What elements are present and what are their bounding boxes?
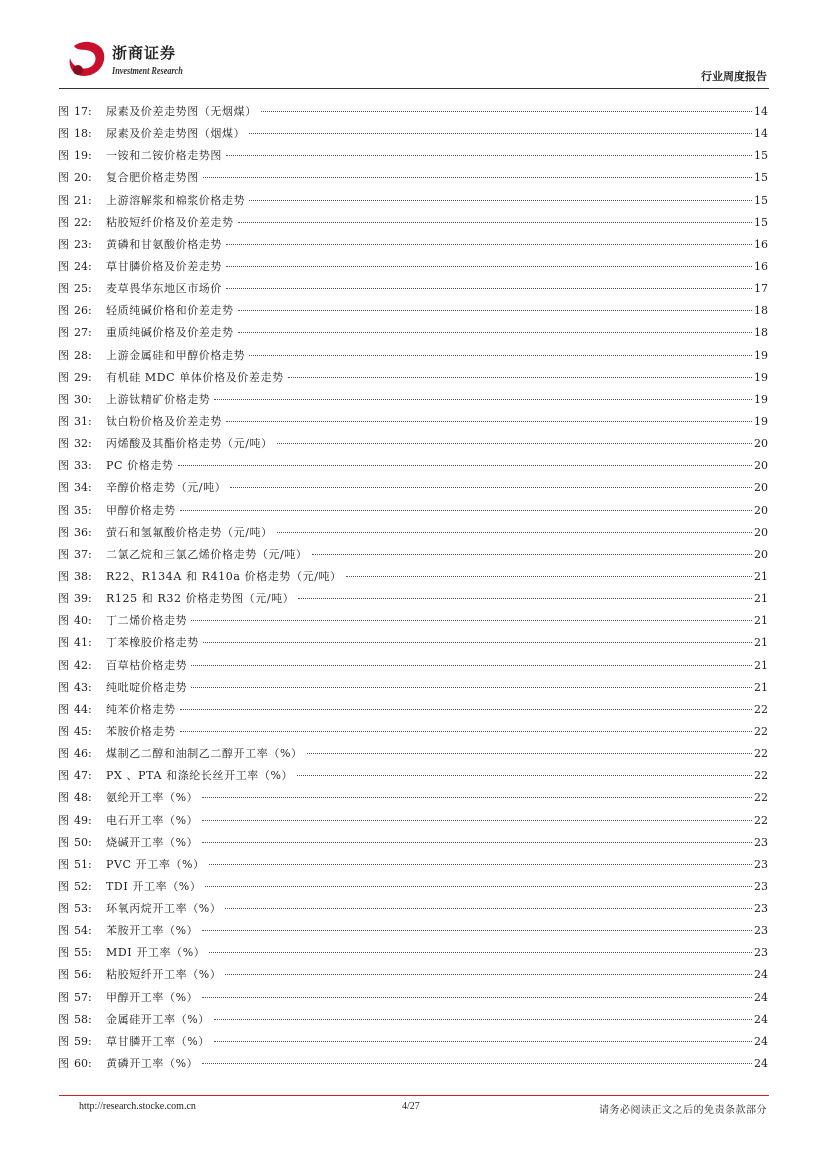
figure-title: 上游钛精矿价格走势: [106, 392, 211, 406]
toc-entry[interactable]: [58, 123, 768, 145]
figure-title: 电石开工率（%）: [106, 813, 199, 827]
figure-prefix: 图: [58, 1034, 69, 1048]
dot-leader: [238, 310, 752, 311]
dot-leader: [214, 1019, 752, 1020]
figure-prefix: 图: [58, 437, 69, 451]
figure-title: 纯苯价格走势: [106, 702, 176, 716]
figure-prefix: 图: [58, 304, 69, 318]
figure-number: 60:: [74, 1057, 92, 1071]
figure-title: 纯吡啶价格走势: [106, 680, 188, 694]
figure-title: 麦草畏华东地区市场价: [106, 282, 222, 296]
toc-entry[interactable]: [58, 810, 768, 832]
figure-number: 20:: [74, 171, 92, 185]
dot-leader: [214, 399, 752, 400]
figure-page-number: 20: [754, 437, 768, 451]
figure-title: 复合肥价格走势图: [106, 171, 199, 185]
figure-prefix: 图: [58, 171, 69, 185]
toc-entry[interactable]: [58, 743, 768, 765]
figure-title: 有机硅 MDC 单体价格及价差走势: [106, 370, 284, 384]
figure-title: 金属硅开工率（%）: [106, 1012, 210, 1026]
toc-entry[interactable]: [58, 765, 768, 787]
dot-leader: [297, 775, 752, 776]
figure-title: R22、R134A 和 R410a 价格走势（元/吨）: [106, 569, 342, 583]
figure-prefix: 图: [58, 282, 69, 296]
figure-prefix: 图: [58, 747, 69, 761]
dot-leader: [226, 155, 752, 156]
figure-prefix: 图: [58, 968, 69, 982]
figure-number: 22:: [74, 215, 92, 229]
toc-entry[interactable]: [58, 322, 768, 344]
toc-entry[interactable]: [58, 964, 768, 986]
figure-prefix: 图: [58, 1012, 69, 1026]
figure-number: 39:: [74, 592, 92, 606]
figure-prefix: 图: [58, 702, 69, 716]
figure-page-number: 16: [754, 259, 768, 273]
dot-leader: [214, 1041, 752, 1042]
figure-number: 29:: [74, 370, 92, 384]
figure-page-number: 19: [754, 392, 768, 406]
figure-page-number: 23: [754, 879, 768, 893]
footer-url: http://research.stocke.com.cn: [79, 1101, 196, 1112]
figure-title: TDI 开工率（%）: [106, 879, 202, 893]
figure-prefix: 图: [58, 503, 69, 517]
figure-prefix: 图: [58, 326, 69, 340]
dot-leader: [226, 244, 752, 245]
company-name-cn: 浙商证券: [112, 44, 177, 62]
figure-prefix: 图: [58, 592, 69, 606]
company-name-en: Investment Research: [112, 66, 183, 77]
figure-title: MDI 开工率（%）: [106, 946, 206, 960]
figure-page-number: 16: [754, 237, 768, 251]
figure-page-number: 14: [754, 127, 768, 141]
dot-leader: [180, 709, 752, 710]
toc-entry[interactable]: [58, 544, 768, 566]
figure-number: 23:: [74, 237, 92, 251]
figure-number: 25:: [74, 282, 92, 296]
dot-leader: [226, 288, 752, 289]
figure-page-number: 24: [754, 1034, 768, 1048]
figure-page-number: 21: [754, 636, 768, 650]
figure-prefix: 图: [58, 1057, 69, 1071]
dot-leader: [202, 997, 752, 998]
toc-entry[interactable]: [58, 522, 768, 544]
figure-page-number: 24: [754, 1012, 768, 1026]
figure-prefix: 图: [58, 857, 69, 871]
figure-number: 17:: [74, 105, 92, 118]
toc-entry[interactable]: [58, 345, 768, 367]
figure-number: 30:: [74, 392, 92, 406]
figure-title: 环氧丙烷开工率（%）: [106, 902, 222, 916]
dot-leader: [202, 797, 752, 798]
figure-title: PVC 开工率（%）: [106, 857, 205, 871]
figure-prefix: 图: [58, 990, 69, 1004]
figure-page-number: 22: [754, 702, 768, 716]
figure-title: R125 和 R32 价格走势图（元/吨）: [106, 592, 295, 606]
toc-entry[interactable]: [58, 832, 768, 854]
figure-prefix: 图: [58, 769, 69, 783]
toc-entry[interactable]: [58, 566, 768, 588]
page-header: [0, 0, 827, 92]
figure-number: 21:: [74, 193, 92, 207]
figure-title: PC 价格走势: [106, 459, 174, 473]
figure-prefix: 图: [58, 879, 69, 893]
dot-leader: [178, 465, 752, 466]
figure-title: 黄磷开工率（%）: [106, 1057, 199, 1071]
figure-page-number: 23: [754, 924, 768, 938]
dot-leader: [202, 842, 752, 843]
dot-leader: [238, 222, 752, 223]
toc-entry[interactable]: [58, 1031, 768, 1053]
figure-page-number: 20: [754, 525, 768, 539]
figure-number: 59:: [74, 1034, 92, 1048]
figure-title: 草甘膦开工率（%）: [106, 1034, 210, 1048]
toc-entry[interactable]: [58, 920, 768, 942]
figure-number: 40:: [74, 614, 92, 628]
figure-prefix: 图: [58, 680, 69, 694]
toc-entry[interactable]: [58, 677, 768, 699]
figure-page-number: 24: [754, 968, 768, 982]
figure-number: 53:: [74, 902, 92, 916]
figure-page-number: 17: [754, 282, 768, 296]
figure-title: 煤制乙二醇和油制乙二醇开工率（%）: [106, 747, 303, 761]
figure-number: 48:: [74, 791, 92, 805]
toc-entry[interactable]: [58, 167, 768, 189]
dot-leader: [191, 665, 752, 666]
figure-number: 32:: [74, 437, 92, 451]
dot-leader: [180, 731, 752, 732]
dot-leader: [225, 974, 752, 975]
dot-leader: [226, 421, 752, 422]
dot-leader: [180, 510, 752, 511]
dot-leader: [298, 598, 752, 599]
figure-prefix: 图: [58, 636, 69, 650]
figure-number: 43:: [74, 680, 92, 694]
toc-entry[interactable]: [58, 632, 768, 654]
figure-title: 百草枯价格走势: [106, 658, 188, 672]
figure-number: 55:: [74, 946, 92, 960]
toc-entry[interactable]: [58, 411, 768, 433]
dot-leader: [203, 642, 752, 643]
toc-entry[interactable]: [58, 787, 768, 809]
figure-title: 甲醇开工率（%）: [106, 990, 199, 1004]
dot-leader: [202, 820, 752, 821]
figure-page-number: 23: [754, 946, 768, 960]
dot-leader: [209, 864, 752, 865]
toc-entry[interactable]: [58, 854, 768, 876]
figure-number: 49:: [74, 813, 92, 827]
figure-page-number: 20: [754, 459, 768, 473]
figure-prefix: 图: [58, 215, 69, 229]
figure-title: 上游金属硅和甲醇价格走势: [106, 348, 246, 362]
dot-leader: [249, 200, 752, 201]
dot-leader: [312, 554, 752, 555]
figure-prefix: 图: [58, 547, 69, 561]
figure-page-number: 15: [754, 149, 768, 163]
figure-prefix: 图: [58, 835, 69, 849]
figure-number: 50:: [74, 835, 92, 849]
figure-number: 37:: [74, 547, 92, 561]
figure-prefix: 图: [58, 237, 69, 251]
toc-entry[interactable]: [58, 588, 768, 610]
toc-entry[interactable]: [58, 190, 768, 212]
dot-leader: [202, 930, 752, 931]
figure-number: 34:: [74, 481, 92, 495]
toc-entry[interactable]: [58, 455, 768, 477]
figure-page-number: 19: [754, 414, 768, 428]
dot-leader: [191, 620, 752, 621]
toc-entry[interactable]: [58, 234, 768, 256]
figure-number: 24:: [74, 259, 92, 273]
figure-number: 45:: [74, 724, 92, 738]
figure-prefix: 图: [58, 149, 69, 163]
figure-title: 尿素及价差走势图（烟煤）: [106, 127, 246, 141]
figure-number: 58:: [74, 1012, 92, 1026]
figure-prefix: 图: [58, 525, 69, 539]
figure-title: 苯胺价格走势: [106, 724, 176, 738]
figure-number: 54:: [74, 924, 92, 938]
header-divider: [59, 88, 769, 89]
figure-page-number: 23: [754, 857, 768, 871]
dot-leader: [226, 266, 752, 267]
toc-entry[interactable]: [58, 278, 768, 300]
figure-prefix: 图: [58, 902, 69, 916]
toc-entry[interactable]: [58, 433, 768, 455]
figure-prefix: 图: [58, 924, 69, 938]
figure-page-number: 24: [754, 990, 768, 1004]
figure-title: 丁苯橡胶价格走势: [106, 636, 199, 650]
dot-leader: [205, 886, 752, 887]
figure-number: 33:: [74, 459, 92, 473]
figure-number: 26:: [74, 304, 92, 318]
figure-number: 31:: [74, 414, 92, 428]
toc-entry[interactable]: [58, 699, 768, 721]
figure-list: [58, 101, 768, 1075]
figure-title: 草甘膦价格及价差走势: [106, 259, 222, 273]
dot-leader: [261, 111, 752, 112]
figure-page-number: 19: [754, 348, 768, 362]
figure-title: 氨纶开工率（%）: [106, 791, 199, 805]
figure-page-number: 21: [754, 680, 768, 694]
dot-leader: [230, 487, 752, 488]
figure-number: 38:: [74, 569, 92, 583]
figure-number: 47:: [74, 769, 92, 783]
figure-prefix: 图: [58, 946, 69, 960]
toc-entry[interactable]: [58, 367, 768, 389]
figure-number: 56:: [74, 968, 92, 982]
toc-entry[interactable]: [58, 389, 768, 411]
figure-prefix: 图: [58, 791, 69, 805]
dot-leader: [288, 377, 752, 378]
figure-page-number: 21: [754, 614, 768, 628]
figure-title: 丙烯酸及其酯价格走势（元/吨）: [106, 437, 273, 451]
figure-page-number: 23: [754, 902, 768, 916]
report-type-label: 行业周度报告: [701, 70, 767, 83]
toc-entry[interactable]: [58, 876, 768, 898]
figure-title: 粘胶短纤开工率（%）: [106, 968, 222, 982]
toc-entry[interactable]: [58, 145, 768, 167]
figure-title: 粘胶短纤价格及价差走势: [106, 215, 234, 229]
dot-leader: [225, 908, 752, 909]
figure-title: 甲醇价格走势: [106, 503, 176, 517]
figure-page-number: 23: [754, 835, 768, 849]
dot-leader: [346, 576, 752, 577]
figure-prefix: 图: [58, 392, 69, 406]
figure-number: 28:: [74, 348, 92, 362]
toc-entry[interactable]: [58, 212, 768, 234]
toc-entry[interactable]: [58, 655, 768, 677]
figure-title: 上游溶解浆和棉浆价格走势: [106, 193, 246, 207]
figure-title: 辛醇价格走势（元/吨）: [106, 481, 227, 495]
figure-title: 轻质纯碱价格和价差走势: [106, 304, 234, 318]
figure-page-number: 15: [754, 215, 768, 229]
dot-leader: [191, 687, 752, 688]
figure-number: 51:: [74, 857, 92, 871]
toc-entry[interactable]: [58, 942, 768, 964]
figure-prefix: 图: [58, 614, 69, 628]
figure-prefix: 图: [58, 813, 69, 827]
figure-prefix: 图: [58, 370, 69, 384]
figure-page-number: 19: [754, 370, 768, 384]
figure-number: 42:: [74, 658, 92, 672]
figure-page-number: 20: [754, 547, 768, 561]
dot-leader: [209, 952, 752, 953]
toc-entry[interactable]: [58, 101, 768, 123]
dot-leader: [203, 177, 752, 178]
figure-page-number: 15: [754, 193, 768, 207]
figure-prefix: 图: [58, 259, 69, 273]
toc-entry[interactable]: [58, 477, 768, 499]
figure-prefix: 图: [58, 105, 69, 118]
dot-leader: [249, 355, 752, 356]
toc-entry[interactable]: [58, 987, 768, 1009]
figure-page-number: 22: [754, 747, 768, 761]
page-number: 4/27: [402, 1101, 420, 1112]
figure-prefix: 图: [58, 459, 69, 473]
footer-divider: [59, 1095, 769, 1096]
figure-title: 苯胺开工率（%）: [106, 924, 199, 938]
toc-entry[interactable]: [58, 1053, 768, 1075]
dot-leader: [249, 133, 752, 134]
figure-number: 27:: [74, 326, 92, 340]
dot-leader: [307, 753, 752, 754]
figure-number: 41:: [74, 636, 92, 650]
figure-number: 36:: [74, 525, 92, 539]
toc-entry[interactable]: [58, 500, 768, 522]
figure-number: 18:: [74, 127, 92, 141]
toc-entry[interactable]: [58, 898, 768, 920]
figure-number: 35:: [74, 503, 92, 517]
figure-page-number: 14: [754, 105, 768, 118]
figure-page-number: 22: [754, 791, 768, 805]
figure-title: 烧碱开工率（%）: [106, 835, 199, 849]
toc-entry[interactable]: [58, 300, 768, 322]
figure-title: 一铵和二铵价格走势图: [106, 149, 222, 163]
figure-page-number: 22: [754, 813, 768, 827]
figure-page-number: 22: [754, 769, 768, 783]
dot-leader: [202, 1063, 752, 1064]
figure-page-number: 20: [754, 481, 768, 495]
figure-title: PX 、PTA 和涤纶长丝开工率（%）: [106, 769, 294, 783]
figure-title: 重质纯碱价格及价差走势: [106, 326, 234, 340]
figure-prefix: 图: [58, 348, 69, 362]
figure-number: 52:: [74, 879, 92, 893]
figure-prefix: 图: [58, 481, 69, 495]
toc-entry[interactable]: [58, 1009, 768, 1031]
figure-prefix: 图: [58, 724, 69, 738]
figure-page-number: 21: [754, 569, 768, 583]
toc-entry[interactable]: [58, 610, 768, 632]
dot-leader: [277, 443, 752, 444]
figure-page-number: 24: [754, 1057, 768, 1071]
dot-leader: [277, 532, 752, 533]
zheshang-logo-icon: [66, 40, 108, 80]
figure-prefix: 图: [58, 414, 69, 428]
figure-page-number: 20: [754, 503, 768, 517]
figure-title: 萤石和氢氟酸价格走势（元/吨）: [106, 525, 273, 539]
figure-title: 黄磷和甘氨酸价格走势: [106, 237, 222, 251]
figure-number: 44:: [74, 702, 92, 716]
figure-prefix: 图: [58, 569, 69, 583]
figure-title: 尿素及价差走势图（无烟煤）: [106, 105, 257, 118]
figure-title: 钛白粉价格及价差走势: [106, 414, 222, 428]
figure-title: 丁二烯价格走势: [106, 614, 188, 628]
figure-page-number: 21: [754, 658, 768, 672]
footer-disclaimer: 请务必阅读正文之后的免责条款部分: [599, 1105, 767, 1116]
dot-leader: [238, 332, 752, 333]
figure-page-number: 15: [754, 171, 768, 185]
figure-page-number: 18: [754, 326, 768, 340]
figure-title: 二氯乙烷和三氯乙烯价格走势（元/吨）: [106, 547, 308, 561]
figure-prefix: 图: [58, 127, 69, 141]
figure-number: 57:: [74, 990, 92, 1004]
toc-entry[interactable]: [58, 721, 768, 743]
figure-page-number: 21: [754, 592, 768, 606]
toc-entry[interactable]: [58, 256, 768, 278]
figure-page-number: 22: [754, 724, 768, 738]
figure-prefix: 图: [58, 658, 69, 672]
figure-number: 46:: [74, 747, 92, 761]
figure-prefix: 图: [58, 193, 69, 207]
figure-number: 19:: [74, 149, 92, 163]
figure-page-number: 18: [754, 304, 768, 318]
